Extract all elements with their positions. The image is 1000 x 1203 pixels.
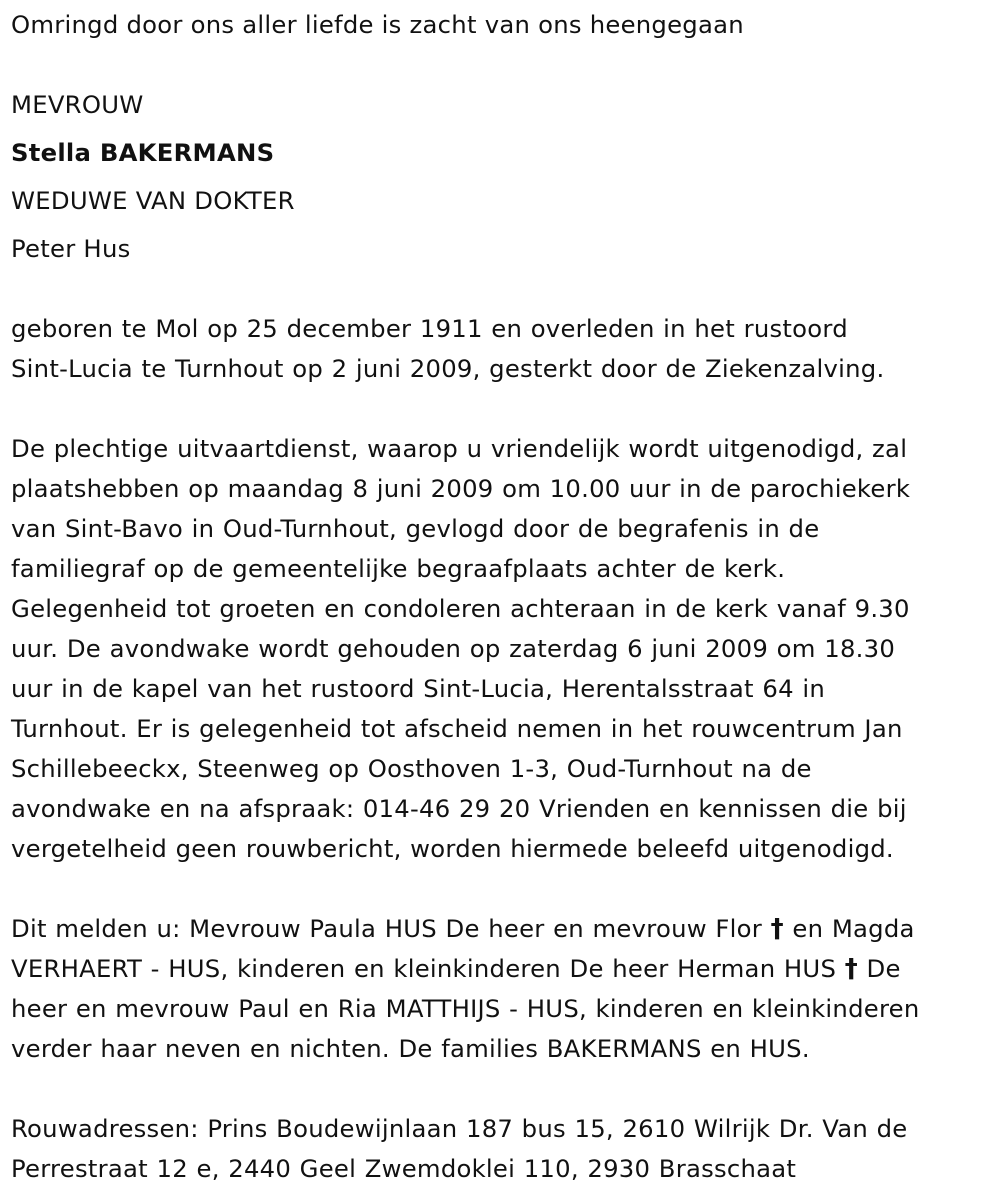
ceremony-paragraph [11,429,989,869]
birth-death-paragraph [11,309,989,389]
intro-text: Omringd door ons aller liefde is zacht van ons heengegaan [11,10,744,39]
birth-death-line: Sint-Lucia te Turnhout op 2 juni 2009, gesterkt door de Ziekenzalving. [11,354,885,383]
address-line: Rouwadressen: Prins Boudewijnlaan 187 bus 15, 2610 Wilrijk Dr. Van de [11,1114,908,1143]
birth-death-line: geboren te Mol op 25 december 1911 en overleden in het rustoord [11,314,848,343]
dagger-icon: † [844,954,858,984]
deceased-title: MEVROUW [11,90,144,119]
family-line-text: VERHAERT - HUS, kinderen en kleinkinderen De heer Herman HUS [11,954,837,983]
ceremony-line: vergetelheid geen rouwbericht, worden hiermede beleefd uitgenodigd. [11,834,894,863]
address-line: Perrestraat 12 e, 2440 Geel Zwemdoklei 110, 2930 Brasschaat [11,1154,797,1183]
ceremony-line: plaatshebben op maandag 8 juni 2009 om 10.00 uur in de parochiekerk [11,474,911,503]
family-line [11,909,989,949]
ceremony-line: familiegraf op de gemeentelijke begraafplaats achter de kerk. [11,554,786,583]
obituary-notice [11,5,989,1189]
spacer [11,1069,989,1109]
family-line: verder haar neven en nichten. De families BAKERMANS en HUS. [11,1034,810,1063]
ceremony-line: Schillebeeckx, Steenweg op Oosthoven 1-3, Oud-Turnhout na de [11,754,812,783]
ceremony-line: De plechtige uitvaartdienst, waarop u vriendelijk wordt uitgenodigd, zal [11,434,908,463]
ceremony-line: uur. De avondwake wordt gehouden op zaterdag 6 juni 2009 om 18.30 [11,634,896,663]
spacer [11,269,989,309]
deceased-status: WEDUWE VAN DOKTER [11,186,295,215]
ceremony-line: Gelegenheid tot groeten en condoleren achteraan in de kerk vanaf 9.30 [11,594,910,623]
spacer [11,389,989,429]
ceremony-line: avondwake en na afspraak: 014-46 29 20 Vrienden en kennissen die bij [11,794,907,823]
ceremony-line: van Sint-Bavo in Oud-Turnhout, gevlogd door de begrafenis in de [11,514,820,543]
family-line: heer en mevrouw Paul en Ria MATTHIJS - HUS, kinderen en kleinkinderen [11,994,920,1023]
addresses-paragraph [11,1109,989,1189]
family-line [11,949,989,989]
family-line-text: Dit melden u: Mevrouw Paula HUS De heer en mevrouw Flor [11,914,762,943]
family-paragraph [11,909,989,1069]
ceremony-line: uur in de kapel van het rustoord Sint-Lucia, Herentalsstraat 64 in [11,674,826,703]
dagger-icon: † [770,914,784,944]
spacer [11,869,989,909]
family-line-text: en Magda [792,914,915,943]
deceased-name: Stella BAKERMANS [11,138,275,167]
ceremony-line: Turnhout. Er is gelegenheid tot afscheid nemen in het rouwcentrum Jan [11,714,903,743]
deceased-spouse: Peter Hus [11,234,131,263]
spacer [11,45,989,85]
family-line-text: De [866,954,901,983]
